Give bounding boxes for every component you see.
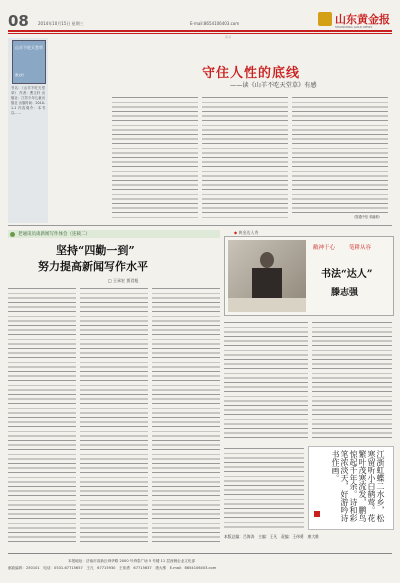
book-info: 书名：《山羊不吃天堂草》 作者：曹文轩 出版社：江苏少年儿童出版社 出版时间：2010-1-1 内容简介：本书以…… xyxy=(11,86,45,115)
article-1-subtitle: ——读《山羊不吃天堂草》有感 xyxy=(230,82,317,89)
header-thin-rule xyxy=(8,33,392,34)
article-3-title-2: 滕志强 xyxy=(331,288,359,298)
book-sidebar xyxy=(8,38,48,223)
article-2-col-1 xyxy=(8,286,76,546)
footer-rule xyxy=(8,553,392,554)
kicker-icon xyxy=(10,232,15,237)
article-2-kicker: 老通讯员谈新闻写作体会（连载二） xyxy=(18,232,90,237)
article-3-cali-col-2: 笔耕从容 xyxy=(349,245,372,251)
book-cover-author: 曹文轩 xyxy=(15,73,25,77)
article-1-title: 守住人性的底线 xyxy=(202,66,301,81)
article-2-title-1: 坚持“四勤一到” xyxy=(56,244,135,257)
photo-desk xyxy=(228,298,306,312)
article-1 xyxy=(52,38,392,223)
book-cover xyxy=(12,40,46,84)
calligrapher-photo xyxy=(228,240,306,312)
editor-credits: 本版总编：吕海涛 主编：王凡 责编：王伟勇 康大维 xyxy=(224,534,319,539)
article-2-kicker-bar xyxy=(8,230,220,238)
article-2-title-2: 努力提高新闻写作水平 xyxy=(38,260,148,273)
article-1-col-3 xyxy=(292,95,388,213)
article-2 xyxy=(8,228,220,548)
article-3 xyxy=(224,228,392,548)
header-section-label: 读书 xyxy=(225,35,232,39)
article-3-col-2 xyxy=(312,320,392,440)
article-3-banner xyxy=(224,236,394,316)
kicker-star-icon: ◆ xyxy=(234,230,238,235)
seal-stamp-icon xyxy=(314,511,320,517)
article-2-author: □ 王承宏 贾君旭 xyxy=(108,278,139,283)
article-3-cali-col-1: 敝神于心 xyxy=(313,245,336,251)
header-date: 2014年10月15日 星期三 xyxy=(38,21,84,26)
article-1-byline: （智通中信 邓融莉） xyxy=(352,215,382,219)
article-3-col-3 xyxy=(224,446,304,528)
footer-address: 本报地址：济南市高新区舜华路 2000 号舜泰广场 5 号楼 11 层西侧企业文化部 xyxy=(68,559,196,563)
logo-mark-icon xyxy=(318,12,332,26)
article-3-kicker-text: 黄金达人秀 xyxy=(238,230,259,235)
article-3-title-1: 书法“达人” xyxy=(321,269,373,280)
book-cover-title: 山羊不吃天堂草 xyxy=(15,45,43,50)
article-1-col-2 xyxy=(202,95,288,220)
article-2-col-3 xyxy=(152,286,220,546)
header-email: E-mail:8654106403.com xyxy=(190,21,240,26)
logo-english: SHANDONG GOLD NEWS xyxy=(335,25,373,29)
article-3-col-1 xyxy=(224,320,308,440)
photo-person-body xyxy=(252,268,282,302)
article-1-col-1 xyxy=(112,95,198,220)
section-divider xyxy=(8,225,392,226)
footer-contacts: 邮政编码：250101 电话：0531-67715657 王凡 67715930 王伟勇 67715637 康大维 E-mail：8654106403.com xyxy=(8,566,217,570)
page-footer xyxy=(8,553,392,577)
logo-title: 山东黄金报 xyxy=(335,13,390,26)
photo-person-head xyxy=(260,252,274,268)
header-rule xyxy=(8,30,392,32)
article-2-col-2 xyxy=(80,286,148,546)
calligraphy-artwork xyxy=(308,446,394,530)
page-number: 08 xyxy=(8,12,29,30)
calligraphy-text: 江浙虹蝶二水乡，松寒留听小白鹤莺。花繁叶茂寒流发，鹏鸟惊起千年余。诗和彩笔浓淡天，好游吟诗书作画。 xyxy=(331,450,385,522)
